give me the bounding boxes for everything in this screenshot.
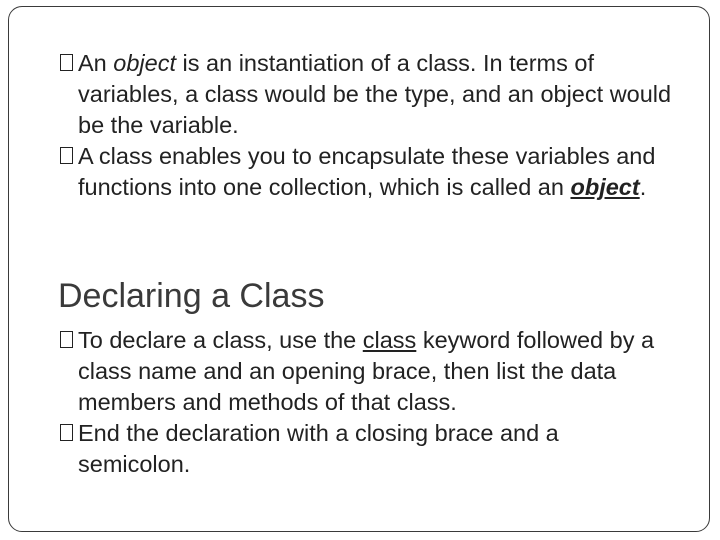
bullet-end-declaration: End the declaration with a closing brace and a semicolon. bbox=[32, 418, 672, 480]
section-heading: Declaring a Class bbox=[58, 277, 325, 315]
bullet-list-intro bbox=[32, 48, 672, 203]
bullet-object-definition: An object is an instantiation of a class. In terms of variables, a class would be the type, and an object would be the variable. bbox=[32, 48, 672, 141]
class-keyword-underlined: class bbox=[362, 327, 417, 353]
object-emphasis-word: object bbox=[570, 174, 640, 200]
hollow-square-icon bbox=[60, 147, 73, 164]
bullet-list-declaring bbox=[32, 325, 672, 480]
object-italic-word: object bbox=[113, 50, 176, 76]
hollow-square-icon bbox=[60, 331, 73, 348]
hollow-square-icon bbox=[60, 54, 73, 71]
bullet-declare-class: To declare a class, use the class keyword followed by a class name and an opening brace, then list the data members and methods of that class. bbox=[32, 325, 672, 418]
hollow-square-icon bbox=[60, 424, 73, 441]
bullet-encapsulation: A class enables you to encapsulate these variables and functions into one collection, which is called an object. bbox=[32, 141, 672, 203]
